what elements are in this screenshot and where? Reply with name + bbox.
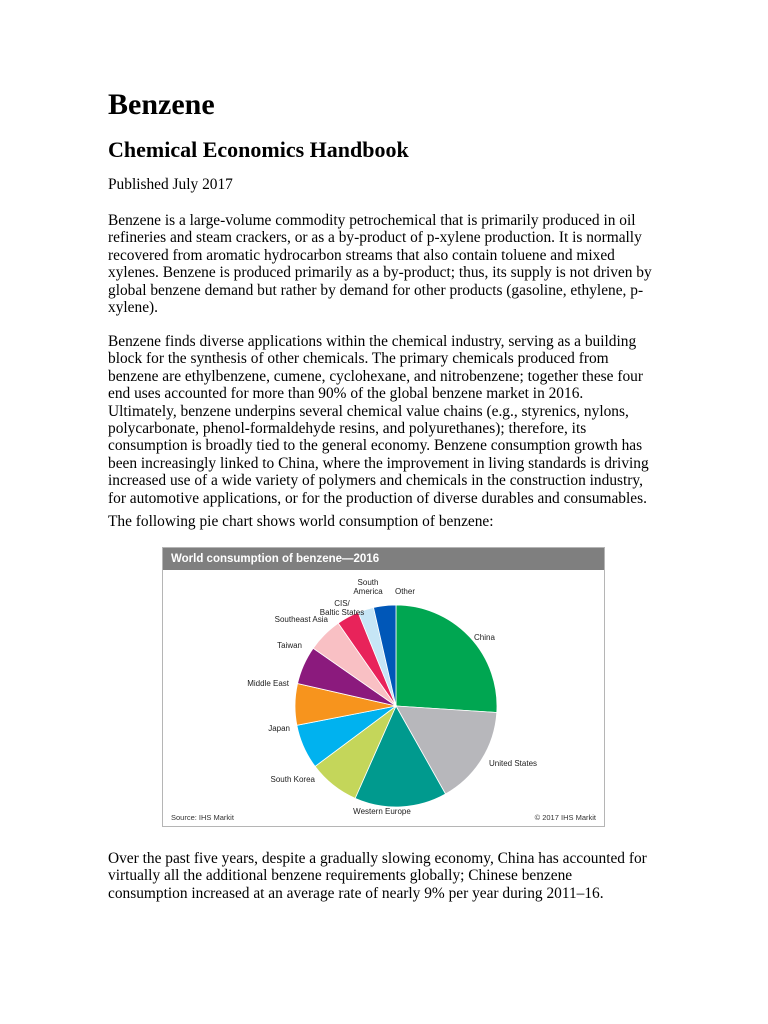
- pie-label-other: Other: [394, 587, 416, 596]
- page-subtitle: Chemical Economics Handbook: [108, 137, 409, 162]
- paragraph-line: refineries and steam crackers, or as a by-product of p-xylene production. It is normally: [108, 229, 642, 247]
- paragraph-line: consumption increased at an average rate of nearly 9% per year during 2011–16.: [108, 884, 604, 902]
- pie-label-southeast-asia: Southeast Asia: [274, 615, 328, 624]
- chart-source: Source: IHS Markit: [171, 813, 234, 822]
- paragraph-line: recovered from aromatic hydrocarbon streams that also contain toluene and mixed: [108, 246, 615, 264]
- pie-label-japan: Japan: [268, 724, 290, 733]
- pie-label-middle-east: Middle East: [247, 679, 289, 688]
- paragraph-line: increased use of a wide variety of polymers and chemicals in the construction industry,: [108, 472, 643, 490]
- pie-label-western-europe: Western Europe: [353, 807, 411, 816]
- pie-slice-china: [396, 605, 497, 712]
- chart-title: World consumption of benzene—2016: [163, 548, 604, 570]
- pie-chart: [163, 548, 604, 826]
- chart-intro-line: The following pie chart shows world consumption of benzene:: [108, 513, 494, 530]
- paragraph-line: Benzene finds diverse applications within the chemical industry, serving as a building: [108, 333, 637, 350]
- paragraph-3: [108, 850, 678, 902]
- pie-label-south-america: South America: [353, 578, 383, 596]
- pie-label-china: China: [474, 633, 495, 642]
- paragraph-line: consumption is broadly tied to the general economy. Benzene consumption growth has: [108, 437, 643, 455]
- page-title: Benzene: [108, 88, 215, 121]
- pie-label-taiwan: Taiwan: [277, 641, 302, 650]
- pie-chart-figure: [162, 547, 605, 827]
- paragraph-line: benzene are ethylbenzene, cumene, cyclohexane, and nitrobenzene; together these four: [108, 367, 643, 385]
- paragraph-line: Benzene is a large-volume commodity petrochemical that is primarily produced in oil: [108, 212, 636, 229]
- published-date: [108, 176, 678, 193]
- paragraph-line: block for the synthesis of other chemicals. The primary chemicals produced from: [108, 350, 609, 368]
- paragraph-line: for automotive applications, or for the production of diverse durables and consumables.: [108, 489, 647, 507]
- chart-copyright: © 2017 IHS Markit: [534, 813, 596, 822]
- paragraph-2: [108, 333, 678, 507]
- paragraph-line: polycarbonate, phenol-formaldehyde resins, and polyurethanes); therefore, its: [108, 420, 587, 438]
- paragraph-line: virtually all the additional benzene requirements globally; Chinese benzene: [108, 867, 573, 885]
- pie-label-united-states: United States: [489, 759, 538, 768]
- paragraph-line: xylene).: [108, 299, 158, 317]
- chart-intro: [108, 513, 678, 530]
- paragraph-line: been increasingly linked to China, where the improvement in living standards is driving: [108, 454, 649, 472]
- paragraph-line: global benzene demand but rather by demand for other products (gasoline, ethylene, p-: [108, 281, 644, 299]
- pie-label-cis-baltic-states: CIS/ Baltic States: [319, 599, 365, 617]
- paragraph-line: Over the past five years, despite a gradually slowing economy, China has accounted for: [108, 850, 647, 867]
- paragraph-line: end uses accounted for more than 90% of the global benzene market in 2016.: [108, 385, 584, 403]
- paragraph-line: Ultimately, benzene underpins several chemical value chains (e.g., styrenics, nylons,: [108, 402, 629, 420]
- pie-label-south-korea: South Korea: [270, 775, 315, 784]
- published-line: Published July 2017: [108, 176, 233, 193]
- paragraph-line: xylenes. Benzene is produced primarily as a by-product; thus, its supply is not driven by: [108, 264, 652, 282]
- paragraph-1: [108, 212, 678, 316]
